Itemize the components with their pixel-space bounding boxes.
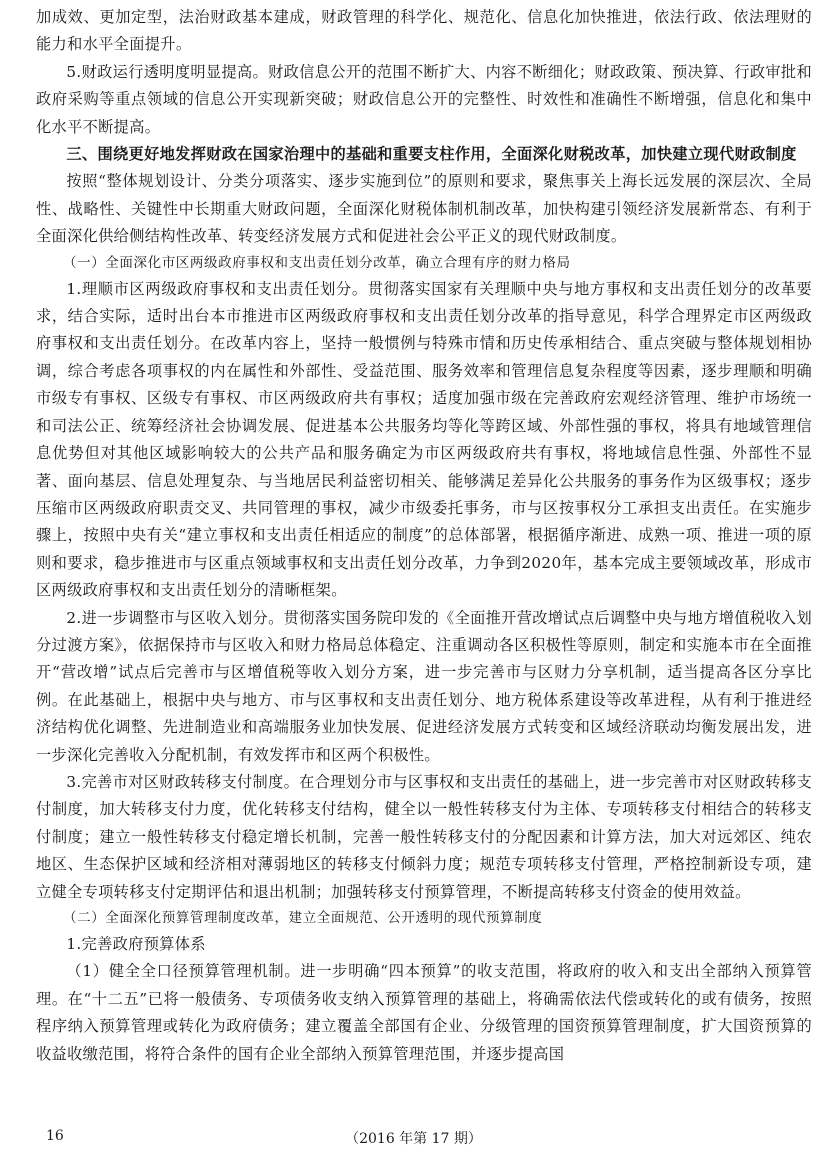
page-footer	[0, 1128, 827, 1150]
subsection-heading-2: （二）全面深化预算管理制度改革，建立全面规范、公开透明的现代预算制度	[63, 910, 543, 926]
paragraph-item-5: 5.财政运行透明度明显提高。财政信息公开的范围不断扩大、内容不断细化；财政政策、预决算、行政审批和政府采购等重点领域的信息公开实现新突破；财政信息公开的完整性、时效性和准确性不断增强，信息化和集中化水平不断提高。	[36, 62, 812, 136]
subsection-heading-1: （一）全面深化市区两级政府事权和支出责任划分改革，确立合理有序的财力格局	[63, 254, 571, 271]
paragraph-item-1: 1.理顺市区两级政府事权和支出责任划分。贯彻落实国家有关理顺中央与地方事权和支出责任划分的改革要求，结合实际，适时出台本市推进市区两级政府事权和支出责任划分改革的指导意见，科学合理界定市区两级政府事权和支出责任划分。在改革内容上，坚持一般惯例与特殊市情和历史传承相结合、重点突破与整体规划相协调，综合考虑各项事权的内在属性和外部性、受益范围、服务效率和管理信息复杂程度等因素，逐步理顺和明确市级专有事权、区级专有事权、市区两级政府共有事权；适度加强市级在完善政府宏观经济管理、维护市场统一和司法公正、统筹经济社会协调发展、促进基本公共服务均等化等跨区域、外部性强的事权，将具有地域管理信息优势但对其他区域影响较大的公共产品和服务确定为市区两级政府共有事权，将地域信息性强、外部性不显著、面向基层、信息处理复杂、与当地居民利益密切相关、能够满足差异化公共服务的事务作为区级事权；逐步压缩市区两级政府职责交叉、共同管理的事权，减少市级委托事务，市与区按事权分工承担支出责任。在实施步骤上，按照中央有关“建立事权和支出责任相适应的制度”的总体部署，根据循序渐进、成熟一项、推进一项的原则和要求，稳步推进市与区重点领域事权和支出责任划分改革，力争到2020年，基本完成主要领域改革，形成市区两级政府事权和支出责任划分的清晰框架。	[36, 279, 812, 600]
issue-label: （2016 年第 17 期）	[345, 1131, 482, 1147]
page-number: 16	[46, 1128, 64, 1144]
paragraph-item-3: 3.完善市对区财政转移支付制度。在合理划分市与区事权和支出责任的基础上，进一步完善市对区财政转移支付制度，加大转移支付力度，优化转移支付结构，健全以一般性转移支付为主体、专项转移支付相结合的转移支付制度；建立一般性转移支付稳定增长机制，完善一般性转移支付的分配因素和计算方法，加大对远郊区、纯农地区、生态保护区域和经济相对薄弱地区的转移支付倾斜力度；规范专项转移支付管理，严格控制新设专项，建立健全专项转移支付定期评估和退出机制；加强转移支付预算管理，不断提高转移支付资金的使用效益。	[36, 772, 812, 901]
document-body	[36, 4, 812, 1068]
paragraph-heading-budget-system: 1.完善政府预算体系	[66, 935, 206, 953]
section-heading-3: 三、围绕更好地发挥财政在国家治理中的基础和重要支柱作用，全面深化财税改革，加快建立现代财政制度	[66, 145, 797, 164]
paragraph-item-1-1: （1）健全全口径预算管理机制。进一步明确“四本预算”的收支范围，将政府的收入和支出全部纳入预算管理。在“十二五”已将一般债务、专项债务收支纳入预算管理的基础上，将确需依法代偿或转化的或有债务，按照程序纳入预算管理或转化为政府债务；建立覆盖全部国有企业、分级管理的国资预算管理制度，扩大国资预算的收益收缴范围，将符合条件的国有企业全部纳入预算管理范围，并逐步提高国	[36, 962, 812, 1063]
paragraph-item-2: 2.进一步调整市与区收入划分。贯彻落实国务院印发的《全面推开营改增试点后调整中央与地方增值税收入划分过渡方案》，依据保持市与区收入和财力格局总体稳定、注重调动各区积极性等原则，制定和实施本市在全面推开“营改增”试点后完善市与区增值税等收入划分方案，进一步完善市与区财力分享机制，适当提高各区分享比例。在此基础上，根据中央与地方、市与区事权和支出责任划分、地方税体系建设等改革进程，从有利于推进经济结构优化调整、先进制造业和高端服务业加快发展、促进经济发展方式转变和区域经济联动均衡发展出发，进一步深化完善收入分配机制，有效发挥市和区两个积极性。	[36, 608, 812, 764]
paragraph-continuation: 加成效、更加定型，法治财政基本建成，财政管理的科学化、规范化、信息化加快推进，依法行政、依法理财的能力和水平全面提升。	[36, 8, 812, 54]
paragraph-section-intro: 按照“整体规划设计、分类分项落实、逐步实施到位”的原则和要求，聚焦事关上海长远发展的深层次、全局性、战略性、关键性中长期重大财政问题，全面深化财税体制机制改革，加快构建引领经济发展新常态、有利于全面深化供给侧结构性改革、转变经济发展方式和促进社会公平正义的现代财政制度。	[36, 172, 812, 246]
